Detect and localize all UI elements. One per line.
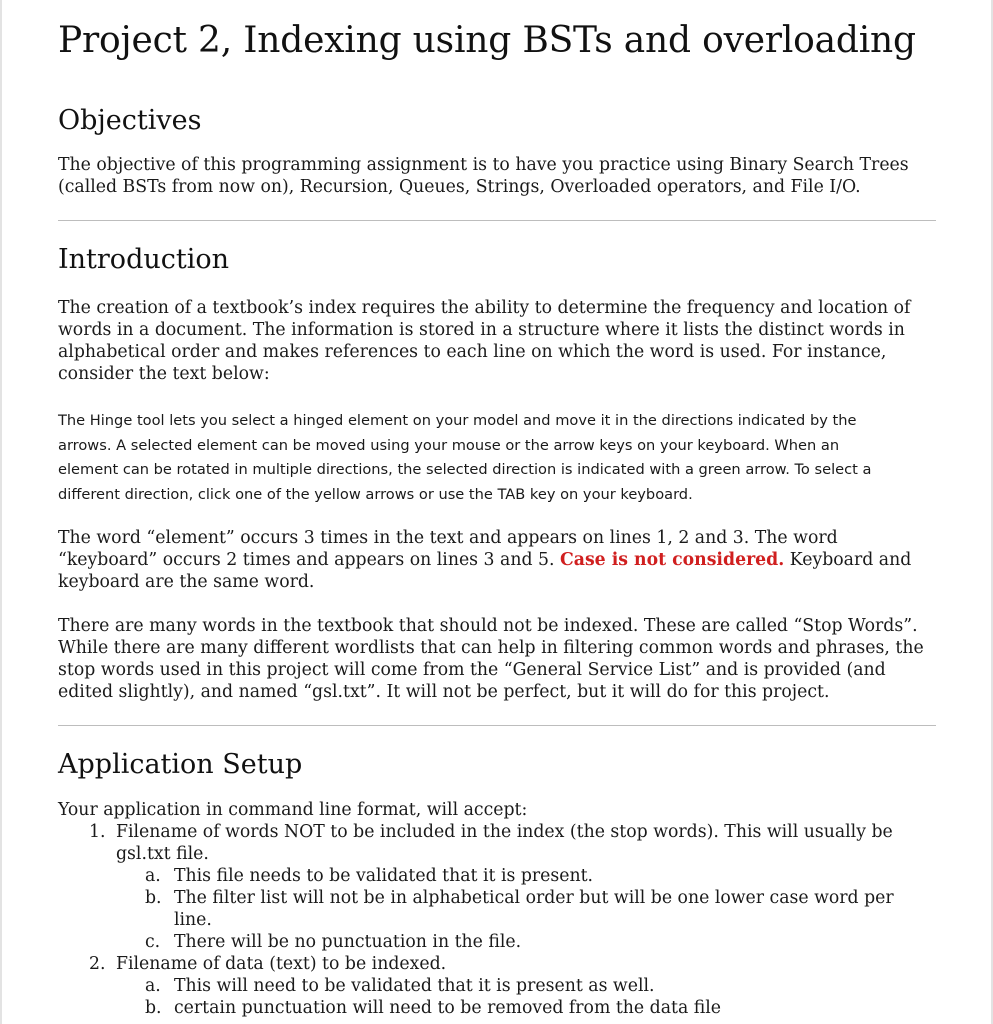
stop-words-paragraph: There are many words in the textbook that should not be indexed. These are called “Stop Words”. While there are many different wordlists that can help in filtering common words and phrases, the stop words used in this project will come from the “General Service List” and is provided (and edited slightly), and named “gsl.txt”. It will not be perfect, but it will do for this project. bbox=[58, 616, 924, 702]
sub-list-item bbox=[58, 997, 936, 1019]
setup-intro: Your application in command line format, will accept: bbox=[58, 800, 528, 820]
case-note-highlight: Case is not considered. bbox=[560, 550, 785, 570]
sample-line: The Hinge tool lets you select a hinged element on your model and move it in the directions indicated by the bbox=[58, 412, 857, 429]
sample-text-block bbox=[58, 409, 936, 507]
introduction-heading: Introduction bbox=[58, 244, 229, 275]
sub-list-item bbox=[58, 931, 936, 953]
sub-list-text: The filter list will not be in alphabetical order but will be one lower case word per line. bbox=[174, 888, 894, 930]
sub-list-item bbox=[58, 975, 936, 997]
sub-list-text: This will need to be validated that it is present as well. bbox=[174, 976, 655, 996]
sub-list-text: This file needs to be validated that it is present. bbox=[174, 866, 594, 886]
page-edge-left bbox=[0, 0, 2, 1024]
sub-list-letter: c. bbox=[145, 932, 161, 952]
list-item-text: Filename of data (text) to be indexed. bbox=[116, 954, 447, 974]
sample-line: different direction, click one of the yellow arrows or use the TAB key on your keyboard. bbox=[58, 485, 693, 503]
word-count-text-end: Keyboard and keyboard are the same word. bbox=[58, 550, 912, 592]
application-setup-heading: Application Setup bbox=[58, 749, 303, 780]
objectives-heading: Objectives bbox=[58, 105, 202, 136]
list-item bbox=[58, 953, 936, 975]
objectives-text: The objective of this programming assignment is to have you practice using Binary Search Trees (called BSTs from now on), Recursion, Queues, Strings, Overloaded operators, and File I/O. bbox=[58, 155, 909, 197]
sub-list-letter: a. bbox=[145, 976, 161, 996]
document-page bbox=[58, 18, 936, 1019]
word-count-text: The word “element” occurs 3 times in the text and appears on lines 1, 2 and 3. The word “keyboard” occurs 2 times and appears on lines 3 and 5. bbox=[58, 528, 838, 570]
list-item bbox=[58, 821, 936, 865]
list-number: 2. bbox=[89, 954, 106, 974]
sub-list-item bbox=[58, 865, 936, 887]
introduction-paragraph: The creation of a textbook’s index requires the ability to determine the frequency and location of words in a document. The information is stored in a structure where it lists the distinct words in alphabetical order and makes references to each line on which the word is used. For instance, consider the text below: bbox=[58, 298, 911, 384]
sample-line: arrows. A selected element can be moved using your mouse or the arrow keys on your keyboard. When an bbox=[58, 436, 840, 454]
word-count-paragraph bbox=[58, 527, 936, 593]
sub-list-letter: b. bbox=[145, 998, 162, 1018]
setup-list bbox=[58, 821, 936, 1019]
sub-list-letter: a. bbox=[145, 866, 161, 886]
sample-line: element can be rotated in multiple directions, the selected direction is indicated with a green arrow. To select a bbox=[58, 461, 872, 478]
page-title: Project 2, Indexing using BSTs and overloading bbox=[58, 20, 916, 61]
sub-list-text: certain punctuation will need to be removed from the data file bbox=[174, 998, 722, 1018]
list-number: 1. bbox=[89, 822, 106, 842]
list-item-text: Filename of words NOT to be included in the index (the stop words). This will usually be gsl.txt file. bbox=[116, 822, 893, 864]
sub-list-text: There will be no punctuation in the file. bbox=[174, 932, 522, 952]
sub-list-item bbox=[58, 887, 936, 931]
sub-list-letter: b. bbox=[145, 888, 162, 908]
